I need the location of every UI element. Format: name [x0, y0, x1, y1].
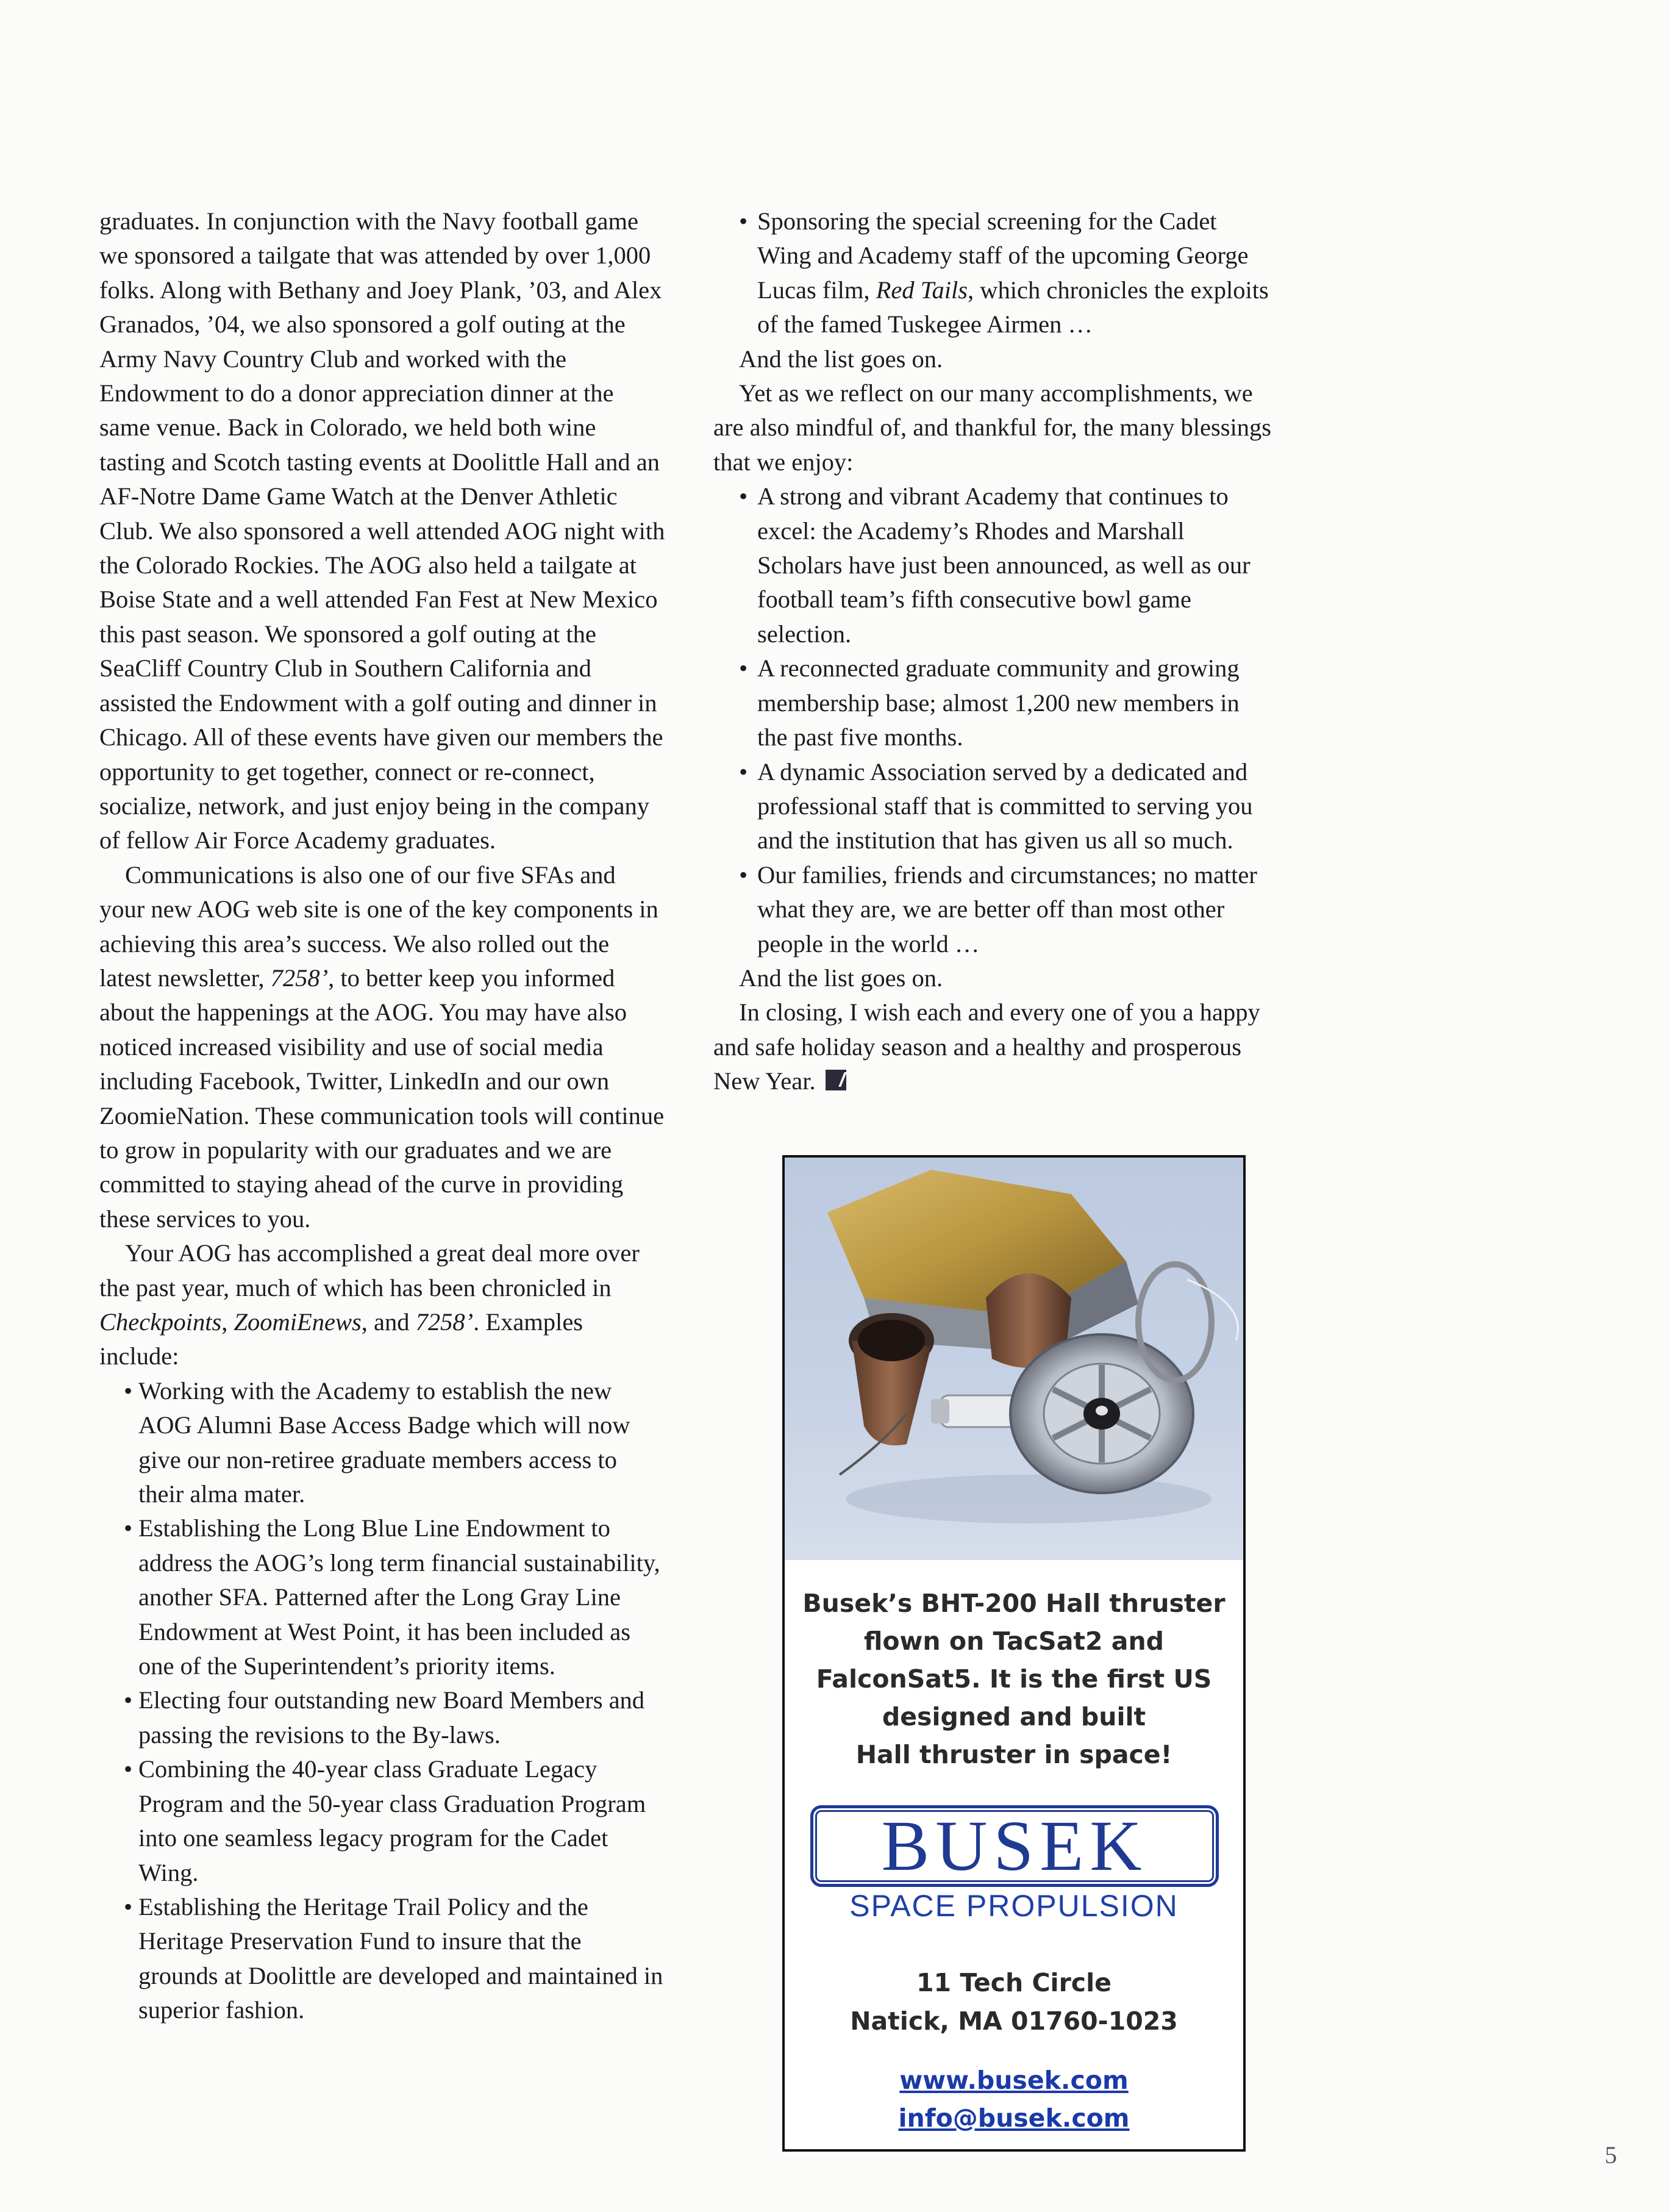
examples-list	[99, 1374, 666, 2028]
paragraph-reflect: Yet as we reflect on our many accomplishments, we are also mindful of, and thankful for, the many blessings that we enjoy:	[713, 379, 1272, 476]
right-column	[713, 204, 1274, 1099]
bullet-icon: •	[124, 1376, 133, 1405]
newsletter-title: 7258’	[270, 964, 329, 992]
bullet-icon: •	[124, 1686, 133, 1714]
email-link[interactable]: info@busek.com	[898, 2103, 1130, 2133]
bullet-icon: •	[124, 1892, 133, 1920]
text-run: ,	[221, 1308, 234, 1336]
address-line-1: 11 Tech Circle	[916, 1968, 1112, 1997]
blessings-list	[713, 479, 1274, 961]
website-link[interactable]: www.busek.com	[899, 2066, 1129, 2095]
list-item	[99, 1752, 666, 1890]
list-item	[713, 651, 1274, 754]
publication-title: 7258’	[415, 1308, 474, 1336]
list-goes-on: And the list goes on.	[739, 345, 943, 373]
ad-links	[785, 2061, 1243, 2137]
checkmark-icon	[826, 1070, 846, 1090]
film-title: Red Tails	[876, 276, 968, 304]
list-item-text: A reconnected graduate community and growing membership base; almost 1,200 new members in the past five months.	[757, 654, 1240, 751]
bullet-icon: •	[739, 207, 748, 235]
list-item-text: Establishing the Long Blue Line Endowment to address the AOG’s long term financial sustainability, another SFA. Patterned after the Long Gray Line Endowment at West Point, it has been included as one of the Superintendent’s priority items.	[138, 1514, 660, 1680]
list-item	[99, 1374, 666, 1512]
text-run: . Examples include:	[99, 1308, 583, 1370]
list-item-text: A dynamic Association served by a dedicated and professional staff that is committed to serving you and the institution that has given us all so much.	[757, 757, 1253, 854]
list-goes-on-2: And the list goes on.	[739, 964, 943, 992]
thruster-photo	[785, 1158, 1243, 1560]
list-item	[713, 204, 1274, 342]
text-run: Communications is also one of our five SFAs and your new AOG web site is one of the key components in achieving this area’s success. We also rolled out the latest newsletter,	[99, 861, 658, 992]
bullet-icon: •	[739, 861, 748, 889]
list-item-text: Our families, friends and circumstances; no matter what they are, we are better off than most other people in the world …	[757, 861, 1257, 957]
list-item	[99, 1511, 666, 1683]
list-item	[713, 858, 1274, 961]
bullet-icon: •	[739, 757, 748, 786]
left-column	[99, 204, 666, 2028]
text-run: In closing, I wish each and every one of you a happy and safe holiday season and a healthy and prosperous New Year.	[713, 998, 1260, 1095]
paragraph-accomplishments	[99, 1236, 666, 1374]
paragraph-communications	[99, 858, 666, 1236]
bullet-icon: •	[739, 654, 748, 682]
publication-title: ZoomiEnews	[234, 1308, 362, 1336]
list-item-text: Working with the Academy to establish the new AOG Alumni Base Access Badge which will now give our non-retiree graduate members access to their alma mater.	[138, 1376, 630, 1508]
list-item-text: Electing four outstanding new Board Members and passing the revisions to the By-laws.	[138, 1686, 645, 1748]
list-item-text: Establishing the Heritage Trail Policy and the Heritage Preservation Fund to insure that the grounds at Doolittle are developed and maintained in superior fashion.	[138, 1892, 663, 2024]
busek-advertisement	[782, 1155, 1246, 2152]
screening-list	[713, 204, 1274, 342]
paragraph-events: graduates. In conjunction with the Navy football game we sponsored a tailgate that was attended by over 1,000 folks. Along with Bethany and Joey Plank, ’03, and Alex Granados, ’04, we also sponsored a golf outing at the Army Navy Country Club and worked with the Endowment to do a donor appreciation dinner at the same venue. Back in Colorado, we held both wine tasting and Scotch tasting events at Doolittle Hall and an AF-Notre Dame Game Watch at the Denver Athletic Club. We also sponsored a well attended AOG night with the Colorado Rockies. The AOG also held a tailgate at Boise State and a well attended Fan Fest at New Mexico this past season. We sponsored a golf outing at the SeaCliff Country Club in Southern California and assisted the Endowment with a golf outing and dinner in Chicago. All of these events have given our members the opportunity to get together, connect or re-connect, socialize, network, and just enjoy being in the company of fellow Air Force Academy graduates.	[99, 207, 665, 854]
thruster-illustration	[785, 1158, 1243, 1560]
list-item-text: Combining the 40-year class Graduate Legacy Program and the 50-year class Graduation Program into one seamless legacy program for the Cadet Wing.	[138, 1755, 646, 1886]
ad-address	[785, 1964, 1243, 2041]
page-number: 5	[1605, 2141, 1617, 2169]
paragraph-closing	[713, 995, 1274, 1098]
list-item	[713, 755, 1274, 858]
publication-title: Checkpoints	[99, 1308, 222, 1336]
address-line-2: Natick, MA 01760-1023	[850, 2006, 1178, 2036]
list-item-text: A strong and vibrant Academy that continues to excel: the Academy’s Rhodes and Marshall Scholars have just been announced, as well as our football team’s fifth consecutive bowl game selection.	[757, 482, 1251, 648]
logo-text: BUSEK	[881, 1806, 1148, 1886]
bullet-icon: •	[124, 1514, 133, 1542]
logo-subtitle: SPACE PROPULSION	[849, 1889, 1179, 1923]
text-run: , and	[361, 1308, 416, 1336]
list-item	[99, 1683, 666, 1752]
text-run: Sponsoring the special screening for the Cadet Wing and Academy staff of the upcoming George Lucas film,	[757, 207, 1249, 304]
list-item	[99, 1890, 666, 2028]
bullet-icon: •	[124, 1755, 133, 1783]
text-run: Your AOG has accomplished a great deal more over the past year, much of which has been chronicled in	[99, 1239, 640, 1301]
text-run: , to better keep you informed about the happenings at the AOG. You may have also noticed increased visibility and use of social media including Facebook, Twitter, LinkedIn and our own ZoomieNation. These communication tools will continue to grow in popularity with our graduates and we are committed to staying ahead of the curve in providing these services to you.	[99, 964, 665, 1233]
ad-caption: Busek’s BHT-200 Hall thruster flown on TacSat2 and FalconSat5. It is the first US designed and built Hall thruster in space!	[802, 1589, 1226, 1769]
bullet-icon: •	[739, 482, 748, 510]
list-item	[713, 479, 1274, 651]
busek-logo	[810, 1805, 1219, 1887]
text-run: , which chronicles the exploits of the famed Tuskegee Airmen …	[757, 276, 1269, 338]
